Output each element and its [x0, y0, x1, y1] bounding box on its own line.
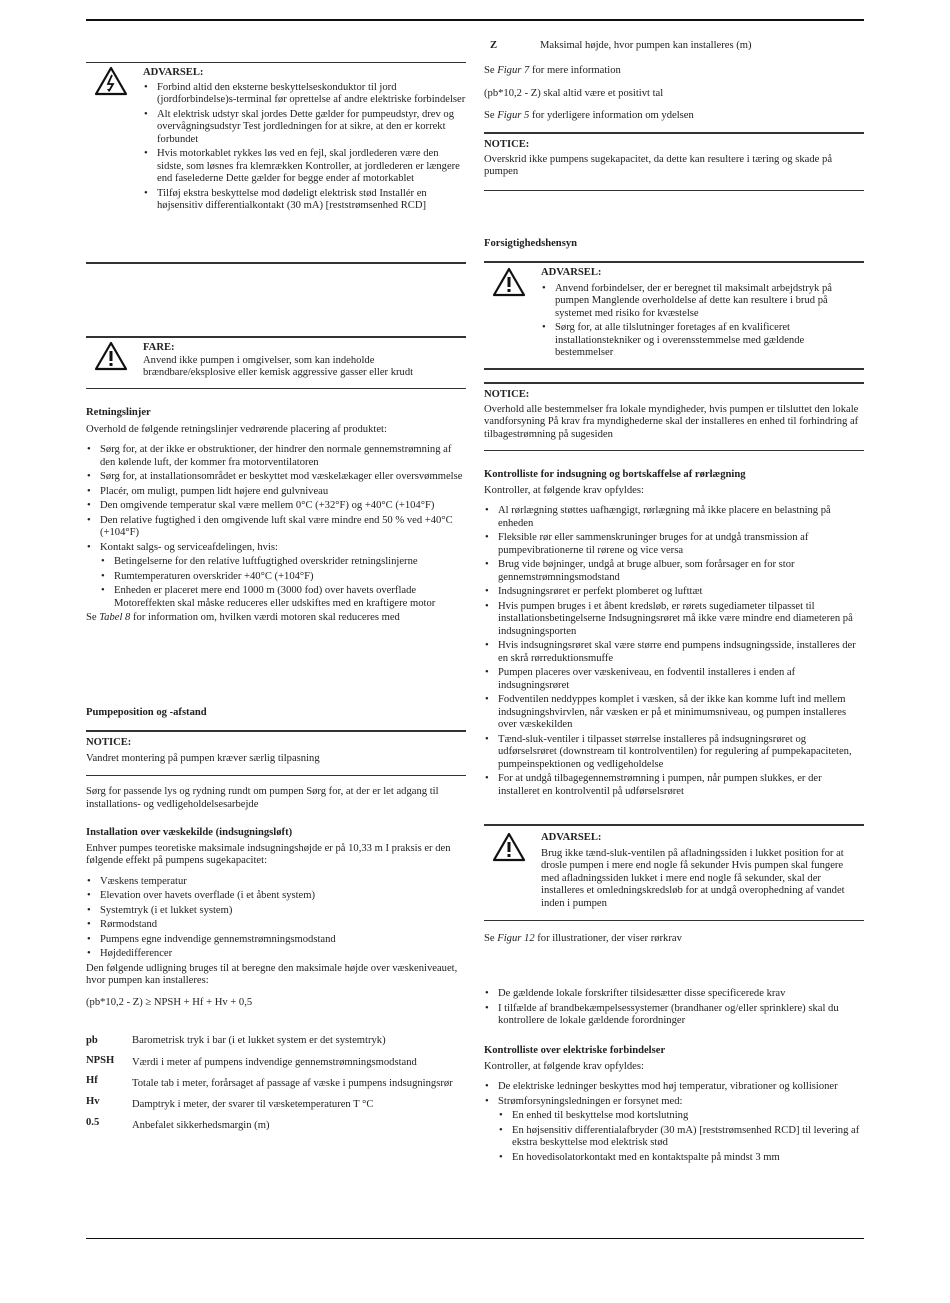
definition-term: Z: [490, 40, 498, 51]
notice-title: NOTICE:: [86, 737, 132, 748]
guidelines-sublist: [100, 556, 466, 610]
list-item: • Brug vide bøjninger, undgå at bruge albuer, som forårsager en for stor gennemstrømningsmodstand: [484, 559, 864, 584]
guidelines-section: [86, 407, 466, 625]
paragraph: Sørg for passende lys og rydning rundt om pumpen Sørg for, at der er let adgang til installations- og vedligeholdelsesarbejde: [86, 786, 439, 810]
definition-row: [86, 1075, 466, 1093]
list-item: • Pumpen placeres over væskeniveau, en fodventil installeres i enden af indsugningsrøret: [484, 667, 864, 692]
danger-title: FARE:: [143, 342, 175, 353]
definition-text: Barometrisk tryk i bar (i et lukket system er det systemtryk): [132, 1035, 386, 1046]
definition-term: Hf: [86, 1074, 98, 1086]
paragraph: Den følgende udligning bruges til at beregne den maksimale højde over væskeniveauet, hvor pumpen kan installeres:: [86, 962, 458, 986]
figure-link[interactable]: Figur 7: [497, 65, 530, 76]
notice-box: [484, 132, 864, 179]
paragraph: Kontroller, at følgende krav opfyldes:: [484, 484, 644, 496]
warning-box-valve: [484, 824, 864, 909]
list-item: • Al rørlægning støttes uafhængigt, rørlægning må ikke placere en belastning på enheden: [484, 505, 864, 530]
list-item: • Betingelserne for den relative luftfugtighed overskrider retningslinjerne: [100, 556, 466, 569]
list-item: • Kontakt salgs- og serviceafdelingen, hvis:: [86, 542, 466, 555]
definition-row: [86, 1054, 466, 1072]
list-item: • Placér, om muligt, pumpen lidt højere end gulvniveau: [86, 486, 466, 499]
list-item: • Rumtemperaturen overskrider +40°C (+104°F): [100, 571, 466, 584]
list-item: • Alt elektrisk udstyr skal jordes Dette gælder for pumpeudstyr, drev og overvågningsudstyr Test jordledningen for at sikre, at den er korrekt forbundet: [143, 109, 466, 147]
divider: [86, 388, 466, 389]
factors-list: [86, 876, 466, 961]
definition-text: Værdi i meter af pumpens indvendige gennemstrømningsmodstand: [132, 1056, 417, 1068]
list-item: • For at undgå tilbagegennemstrømning i pumpen, når pumpen slukkes, er der installeret en kontrolventil på udførselsrøret: [484, 773, 864, 798]
divider: [484, 368, 864, 370]
divider: [86, 775, 466, 776]
electric-sublist: [498, 1110, 864, 1164]
section-heading: Retningslinjer: [86, 407, 151, 418]
warning-box-pressure: [484, 261, 864, 358]
list-item: • Hvis indsugningsrøret skal være større end pumpens indsugningsside, installeres der en skrå rørreduktionsmuffe: [484, 640, 864, 665]
notice-box: [86, 730, 466, 765]
warning-triangle-icon: [492, 832, 526, 862]
warning-box-electrical: [86, 62, 466, 211]
list-item: • Tilføj ekstra beskyttelse mod dødeligt elektrisk stød Installér en højsensitiv differentialkontakt (30 mA) [reststrømsenhed RCD]: [143, 188, 466, 213]
install-over-section: [86, 827, 466, 1009]
paragraph: (pb*10,2 - Z) skal altid være et positivt tal: [484, 88, 664, 99]
definition-term: Hv: [86, 1095, 100, 1107]
section-heading: Installation over væskekilde (indsugningsløft): [86, 827, 293, 838]
list-item: • Pumpens egne indvendige gennemstrømningsmodstand: [86, 934, 466, 947]
paragraph: Enhver pumpes teoretiske maksimale indsugningshøjde er på 10,33 m I praksis er den følgende effekt på pumpens sugekapacitet:: [86, 842, 451, 866]
divider: [484, 190, 864, 191]
list-item: • Enheden er placeret mere end 1000 m (3000 fod) over havets overflade Motoreffekten skal måske reduceres eller udskiftes med en kraftigere motor: [100, 585, 466, 610]
list-item: • Systemtryk (i et lukket system): [86, 905, 466, 918]
notice-title: NOTICE:: [484, 139, 530, 150]
local-rules-list: [484, 988, 864, 1030]
notice-text: Overhold alle bestemmelser fra lokale myndigheder, hvis pumpen er tilsluttet den lokale vandforsyning På krav fra myndighederne skal der installeres en enhed til forhindring af tilbagestrømning på sugesiden: [484, 403, 859, 440]
notice-title: NOTICE:: [484, 389, 530, 400]
warning-triangle-icon: [492, 267, 526, 297]
definition-text: Damptryk i meter, der svarer til væsketemperaturen T °C: [132, 1098, 374, 1110]
list-item: • En hovedisolatorkontakt med en kontaktspalte på mindst 3 mm: [498, 1152, 864, 1165]
section-heading: Pumpeposition og -afstand: [86, 707, 207, 718]
list-item: • Den relative fugtighed i den omgivende luft skal være mindre end 50 % ved +40°C (+104°F): [86, 515, 466, 540]
list-item: • Væskens temperatur: [86, 876, 466, 889]
list-item: • Sørg for, at der ikke er obstruktioner, der hindrer den normale gennemstrømning af den kølende luft, der kommer fra motorventilatoren: [86, 444, 466, 469]
pipe-checklist: [484, 505, 864, 798]
warning-text: Brug ikke tænd-sluk-ventilen på afladningssiden i lukket position for at drosle pumpen i mere end nogle få sekunder Hvis pumpen skal fungere med afladningssiden lukket i mere end nogle få sekunder, skal der installeres et omledningskredsløb for at undgå overophedning af vandet inden i pumpen: [541, 847, 845, 909]
guidelines-list: [86, 444, 466, 554]
definitions-list: [86, 1035, 466, 1138]
list-item: • Elevation over havets overflade (i et åbent system): [86, 890, 466, 903]
list-item: • Hvis pumpen bruges i et åbent kredsløb, er rørets sugediameter tilpasset til installationsbetingelserne Indsugningsrøret må ikke være mindre end diameteren på indsugningsporten: [484, 601, 864, 639]
section-heading: Kontrolliste for indsugning og bortskaffelse af rørlægning: [484, 469, 746, 480]
definition-row: [86, 1096, 466, 1114]
pump-position-section: [86, 707, 466, 720]
notice-box: [484, 382, 864, 441]
see-reference: Se Figur 12 for illustrationer, der viser rørkrav: [484, 933, 682, 944]
definition-row: [86, 1117, 466, 1135]
pipe-checklist-section: [484, 469, 864, 800]
see-reference: Se Figur 5 for yderligere information om ydelsen: [484, 110, 694, 121]
paragraph: Overhold de følgende retningslinjer vedrørende placering af produktet:: [86, 423, 387, 435]
list-item: • En højsensitiv differentialafbryder (30 mA) [reststrømsenhed RCD] til levering af ekstra beskyttelse mod elektrisk stød: [498, 1125, 864, 1150]
definition-text: Totale tab i meter, forårsaget af passage af væske i pumpens indsugningsrør: [132, 1077, 453, 1089]
definition-term: pb: [86, 1035, 98, 1046]
figure-link[interactable]: Figur 5: [497, 110, 530, 121]
warning-list: [143, 82, 466, 213]
list-item: • Tænd-sluk-ventiler i tilpasset størrelse installeres på indsugningsrøret og udførselsrøret (downstream til kontrolventilen) for regulering af pumpekapaciteten, pumpeinspektionen og vedligeholdelse: [484, 734, 864, 772]
see-reference: Se Figur 7 for mere information: [484, 65, 621, 76]
electrical-hazard-icon: [94, 66, 128, 96]
warning-title: ADVARSEL:: [541, 267, 602, 278]
table-link[interactable]: Tabel 8: [99, 612, 131, 623]
divider: [484, 450, 864, 451]
figure-link[interactable]: Figur 12: [497, 933, 535, 944]
section-heading: Forsigtighedshensyn: [484, 238, 578, 249]
notice-text: Vandret montering på pumpen kræver særlig tilpasning: [86, 752, 320, 764]
list-item: • Sørg for, at installationsområdet er beskyttet mod væskelækager eller oversvømmelse: [86, 471, 466, 484]
definition-text: Maksimal højde, hvor pumpen kan installeres (m): [540, 40, 752, 51]
list-item: • Rørmodstand: [86, 919, 466, 932]
list-item: • De gældende lokale forskrifter tilsidesætter disse specificerede krav: [484, 988, 864, 1001]
list-item: • Fleksible rør eller sammenskruninger bruges for at undgå transmission af pumpevibrationerne til rørene og vice versa: [484, 532, 864, 557]
list-item: • Højdedifferencer: [86, 948, 466, 961]
list-item: • Hvis motorkablet rykkes løs ved en fejl, skal jordlederen være den sidste, som løsnes fra klemrækken Kontroller, at jordlederen er længere end faselederne Dette gælder for begge ender af motorkablet: [143, 148, 466, 186]
warning-triangle-icon: [94, 341, 128, 371]
see-reference: Se Tabel 8 for information om, hvilken værdi motoren skal reduceres med: [86, 612, 400, 623]
list-item: • I tilfælde af brandbekæmpelsessystemer (brandhaner og/eller sprinklere) skal du kontrollere de lokale gældende forordninger: [484, 1003, 864, 1028]
paragraph: Kontroller, at følgende krav opfyldes:: [484, 1060, 644, 1072]
section-heading: Kontrolliste over elektriske forbindelser: [484, 1045, 666, 1056]
list-item: • Anvend forbindelser, der er beregnet til maksimalt arbejdstryk på pumpen Manglende overholdelse af dette kan resultere i brud på systemet med risiko for kvæstelse: [541, 283, 864, 321]
definition-text: Anbefalet sikkerhedsmargin (m): [132, 1119, 270, 1131]
divider: [86, 262, 466, 264]
danger-box: [86, 336, 466, 378]
list-item: • Fodventilen neddyppes komplet i væsken, så der ikke kan komme luft ind mellem indsugningshvirvlen, når væsken er på et minimumsniveau, og pumpen installeres over væskekilden: [484, 694, 864, 732]
definition-term: NPSH: [86, 1054, 115, 1066]
danger-text: Anvend ikke pumpen i omgivelser, som kan indeholde brændbare/eksplosive eller kemisk aggressive gasser eller krudt: [143, 354, 414, 378]
top-rule: [86, 19, 864, 21]
definition-term: 0.5: [86, 1116, 100, 1128]
warning-title: ADVARSEL:: [541, 832, 602, 843]
list-item: • Forbind altid den eksterne beskyttelseskonduktor til jord (jordforbindelse)s-terminal før oprettelse af andre elektriske forbindelser: [143, 82, 466, 107]
list-item: • En enhed til beskyttelse mod kortslutning: [498, 1110, 864, 1123]
divider: [484, 920, 864, 921]
notice-text: Overskrid ikke pumpens sugekapacitet, da dette kan resultere i tæring og skade på pumpen: [484, 153, 833, 177]
list-item: • Indsugningsrøret er perfekt plomberet og lufttæt: [484, 586, 864, 599]
formula: (pb*10,2 - Z) ≥ NPSH + Hf + Hv + 0,5: [86, 996, 253, 1008]
electric-checklist-section: [484, 1045, 864, 1166]
list-item: • Den omgivende temperatur skal være mellem 0°C (+32°F) og +40°C (+104°F): [86, 500, 466, 513]
list-item: • Sørg for, at alle tilslutninger foretages af en kvalificeret installationstekniker og i overensstemmelse med gældende bestemmelser: [541, 322, 864, 360]
bottom-rule: [86, 1238, 864, 1239]
warning-list: [541, 283, 864, 360]
definition-row: [86, 1035, 466, 1048]
definition-row: [484, 40, 864, 53]
list-item: • Strømforsyningsledningen er forsynet med:: [484, 1096, 864, 1109]
electric-checklist: [484, 1081, 864, 1108]
warning-title: ADVARSEL:: [143, 67, 204, 78]
list-item: • De elektriske ledninger beskyttes mod høj temperatur, vibrationer og kollisioner: [484, 1081, 864, 1094]
